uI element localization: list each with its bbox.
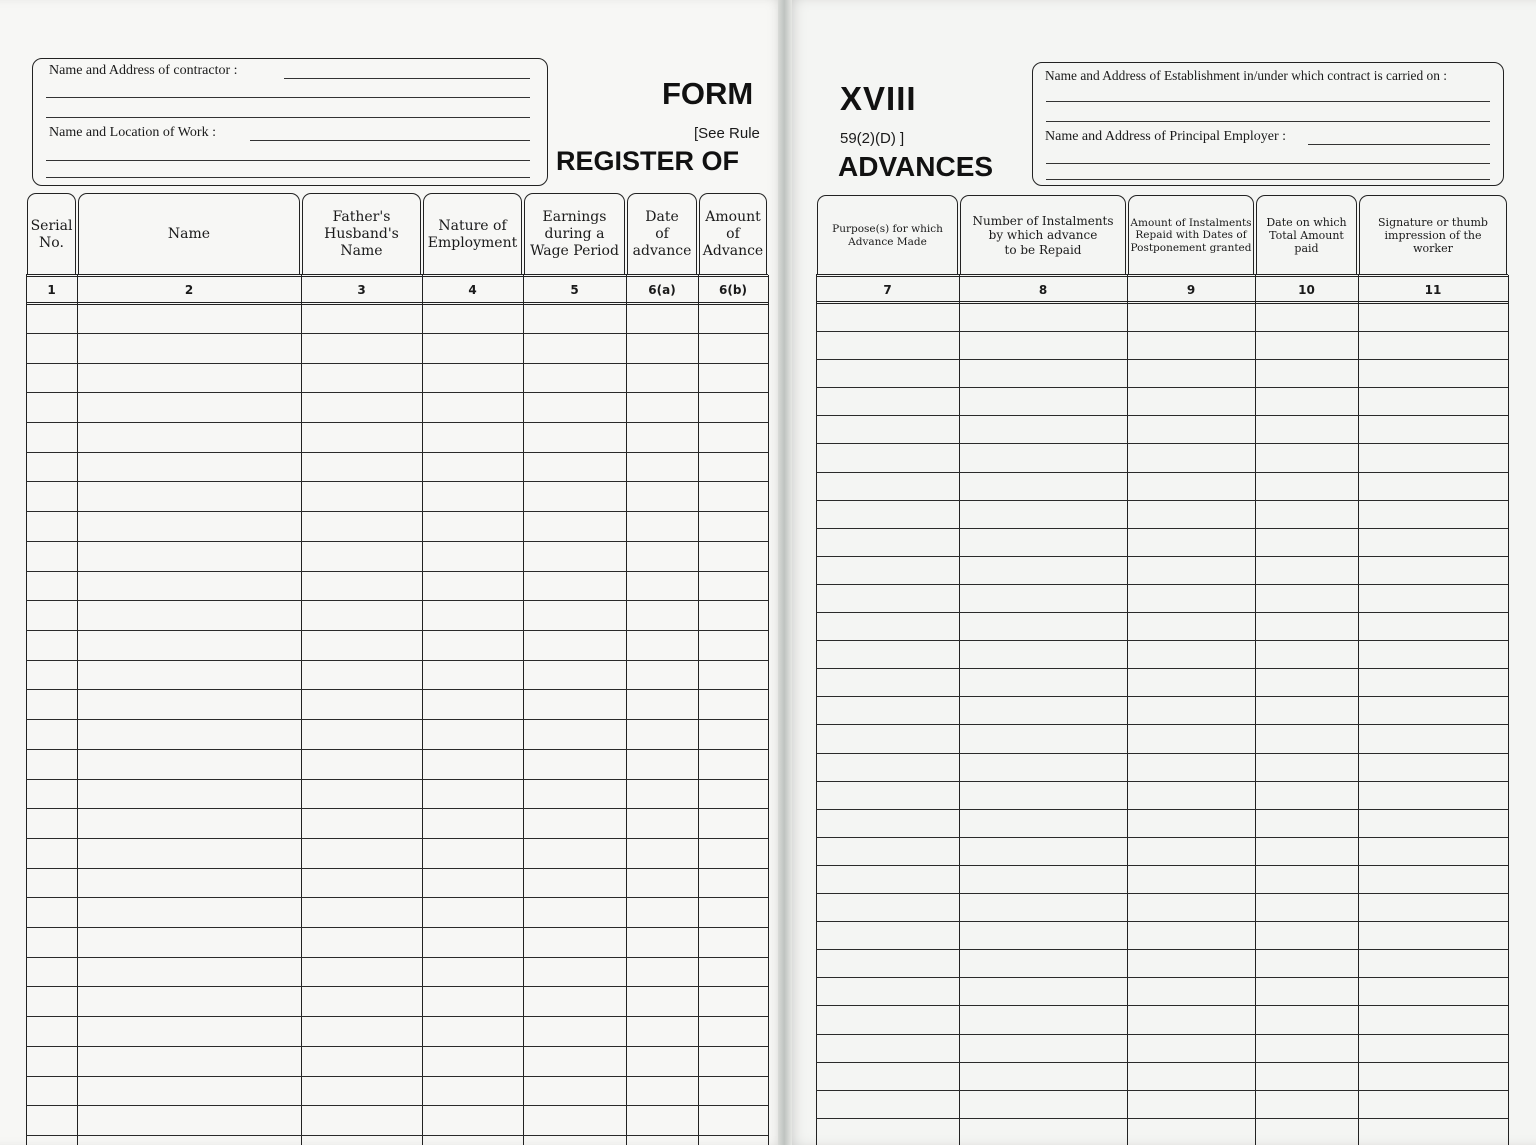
table-row[interactable] (816, 977, 1508, 978)
table-row[interactable] (816, 949, 1508, 950)
table-row[interactable] (816, 668, 1508, 669)
table-row[interactable] (816, 724, 1508, 725)
column-number: 9 (1186, 282, 1196, 297)
column-header-text: Number of Instalments by which advance to be Repaid (972, 213, 1114, 257)
rule-reference-left: [See Rule (694, 125, 760, 142)
table-row[interactable] (816, 893, 1508, 894)
column-header-text: Amount of Instalments Repaid with Dates of Postponement granted (1130, 216, 1252, 254)
column-rule (1358, 275, 1359, 1145)
column-number: 4 (468, 283, 477, 297)
column-number: 2 (184, 283, 194, 297)
column-number: 5 (570, 283, 579, 297)
table-row[interactable] (816, 809, 1508, 810)
column-header-7 (817, 195, 958, 275)
table-row[interactable] (816, 331, 1508, 332)
column-header-text: Earnings during a Wage Period (530, 209, 619, 259)
column-header-text: Father's Husband's Name (324, 209, 399, 259)
table-row[interactable] (816, 1090, 1508, 1091)
column-number: 1 (47, 283, 56, 297)
table-row[interactable] (816, 472, 1508, 473)
column-number: 6(a) (648, 283, 676, 297)
rule-reference-right: 59(2)(D) ] (840, 130, 905, 147)
column-header-8 (960, 195, 1126, 275)
column-header-text: Name (167, 226, 211, 243)
column-rule (1127, 275, 1128, 1145)
column-header-text: Amount of Advance (702, 209, 764, 259)
table-row[interactable] (816, 781, 1508, 782)
column-header-text: Serial No. (30, 217, 73, 251)
table-row[interactable] (816, 837, 1508, 838)
column-number: 6(b) (719, 283, 747, 297)
table-row[interactable] (816, 1118, 1508, 1119)
table-row[interactable] (816, 1034, 1508, 1035)
register-title-right: ADVANCES (838, 151, 994, 182)
column-number: 10 (1298, 282, 1315, 297)
column-header-9 (1128, 195, 1254, 275)
column-header-text: Nature of Employment (427, 217, 518, 251)
column-rule (959, 275, 960, 1145)
table-row[interactable] (816, 584, 1508, 585)
column-header-text: Signature or thumb impression of the worker (1378, 215, 1488, 256)
column-number: 8 (1038, 282, 1048, 297)
column-header-text: Date on which Total Amount paid (1266, 215, 1347, 256)
table-row[interactable] (816, 921, 1508, 922)
table-row[interactable] (816, 696, 1508, 697)
column-header-text: Date of advance (632, 209, 692, 259)
contractor-label: Name and Address of contractor : (49, 63, 238, 78)
work-location-label: Name and Location of Work : (49, 125, 216, 140)
table-row[interactable] (816, 640, 1508, 641)
column-header-11 (1359, 195, 1507, 275)
table-row[interactable] (816, 556, 1508, 557)
table-row[interactable] (816, 753, 1508, 754)
establishment-label: Name and Address of Establishment in/under which contract is carried on : (1045, 68, 1447, 83)
column-rule (1255, 275, 1256, 1145)
column-number: 3 (357, 283, 366, 297)
table-row[interactable] (816, 359, 1508, 360)
table-row[interactable] (816, 1005, 1508, 1006)
table-row[interactable] (816, 1062, 1508, 1063)
table-row[interactable] (816, 612, 1508, 613)
column-rule (1508, 275, 1509, 1145)
column-number: 11 (1424, 282, 1442, 297)
number-row-divider (816, 301, 1508, 304)
column-rule (816, 275, 817, 1145)
form-number: XVIII (840, 80, 917, 117)
header-divider (816, 274, 1508, 277)
column-header-text: Purpose(s) for which Advance Made (832, 222, 943, 248)
register-title-left: REGISTER OF (556, 146, 740, 176)
table-row[interactable] (816, 500, 1508, 501)
form-title: FORM (662, 76, 754, 111)
table-row[interactable] (816, 528, 1508, 529)
table-row[interactable] (816, 387, 1508, 388)
column-number: 7 (883, 282, 892, 297)
principal-employer-label: Name and Address of Principal Employer : (1045, 129, 1287, 144)
table-row[interactable] (816, 443, 1508, 444)
table-row[interactable] (816, 865, 1508, 866)
column-header-10 (1256, 195, 1357, 275)
table-row[interactable] (816, 415, 1508, 416)
